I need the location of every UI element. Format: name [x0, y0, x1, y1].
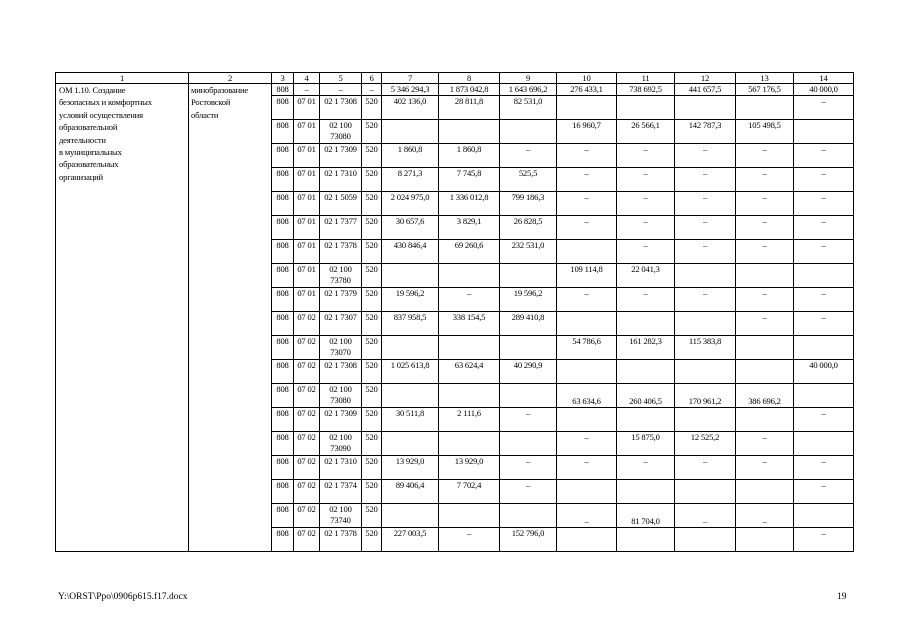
year-2022-cell: –: [617, 456, 675, 480]
year-2019-cell: [439, 432, 500, 456]
section-code-cell: 07 01: [294, 96, 320, 120]
year-2019-cell: [439, 264, 500, 288]
year-2025-cell: –: [794, 96, 854, 120]
year-2022-cell: –: [617, 144, 675, 168]
year-2023-cell: 142 787,3: [675, 120, 736, 144]
year-2021-cell: 109 114,8: [557, 264, 617, 288]
year-2020-cell: –: [500, 408, 557, 432]
expense-type-code-cell: 520: [362, 384, 382, 408]
total-amount-cell: 30 511,8: [382, 408, 439, 432]
total-amount-cell: 8 271,3: [382, 168, 439, 192]
year-2020-cell: 289 410,8: [500, 312, 557, 336]
year-2025-cell: –: [794, 528, 854, 552]
year-2023-cell: –: [675, 216, 736, 240]
target-item-code-cell: 02 100 73070: [320, 336, 362, 360]
year-2025-cell: –: [794, 456, 854, 480]
year-2019-cell: 13 929,0: [439, 456, 500, 480]
year-2020-cell: 232 531,0: [500, 240, 557, 264]
total-amount-cell: 430 846,4: [382, 240, 439, 264]
header-cell: 13: [736, 73, 794, 84]
year-2024-cell: –: [736, 240, 794, 264]
target-item-code-cell: 02 1 7307: [320, 312, 362, 336]
executor-cell: [189, 84, 272, 552]
year-2025-cell: [794, 120, 854, 144]
year-2023-cell: [675, 528, 736, 552]
year-2020-cell: [500, 336, 557, 360]
year-2024-cell: –: [736, 144, 794, 168]
header-row: [56, 73, 854, 84]
total-amount-cell: 19 596,2: [382, 288, 439, 312]
year-2020-cell: 799 186,3: [500, 192, 557, 216]
table-row: [56, 84, 854, 96]
year-2022-cell: –: [617, 192, 675, 216]
year-2019-cell: [439, 336, 500, 360]
section-code-cell: 07 02: [294, 360, 320, 384]
year-2019-cell: 7 702,4: [439, 480, 500, 504]
year-2021-cell: –: [557, 192, 617, 216]
grbs-code-cell: 808: [272, 432, 294, 456]
total-amount-cell: 402 136,0: [382, 96, 439, 120]
target-item-code-cell: 02 1 7310: [320, 456, 362, 480]
year-2025-cell: 40 000,0: [794, 360, 854, 384]
year-2020-cell: –: [500, 480, 557, 504]
section-code-cell: 07 02: [294, 408, 320, 432]
year-2025-cell: –: [794, 216, 854, 240]
year-2023-cell: [675, 408, 736, 432]
section-code-cell: 07 02: [294, 312, 320, 336]
year-2019-cell: [439, 384, 500, 408]
year-2025-cell: –: [794, 312, 854, 336]
year-2025-cell: 40 000,0: [794, 84, 854, 96]
expense-type-code-cell: 520: [362, 192, 382, 216]
target-item-code-cell: 02 1 7310: [320, 168, 362, 192]
year-2025-cell: [794, 336, 854, 360]
total-amount-cell: [382, 120, 439, 144]
grbs-code-cell: 808: [272, 96, 294, 120]
year-2025-cell: –: [794, 144, 854, 168]
expense-type-code-cell: 520: [362, 240, 382, 264]
target-item-code-cell: 02 100 73080: [320, 384, 362, 408]
target-item-code-cell: –: [320, 84, 362, 96]
year-2023-cell: –: [675, 288, 736, 312]
year-2021-cell: 54 786,6: [557, 336, 617, 360]
year-2019-cell: 338 154,5: [439, 312, 500, 336]
year-2024-cell: 567 176,5: [736, 84, 794, 96]
year-2020-cell: 82 531,0: [500, 96, 557, 120]
section-code-cell: –: [294, 84, 320, 96]
header-cell: 5: [320, 73, 362, 84]
target-item-code-cell: 02 100 73090: [320, 432, 362, 456]
expense-type-code-cell: 520: [362, 168, 382, 192]
year-2024-cell: [736, 480, 794, 504]
year-2022-cell: 161 282,3: [617, 336, 675, 360]
year-2023-cell: 12 525,2: [675, 432, 736, 456]
page-number: 19: [837, 592, 847, 602]
grbs-code-cell: 808: [272, 528, 294, 552]
year-2025-cell: –: [794, 288, 854, 312]
year-2023-cell: –: [675, 192, 736, 216]
year-2023-cell: –: [675, 240, 736, 264]
year-2022-cell: –: [617, 168, 675, 192]
year-2024-cell: [736, 528, 794, 552]
year-2019-cell: 28 811,8: [439, 96, 500, 120]
year-2022-cell: [617, 528, 675, 552]
year-2023-cell: –: [675, 456, 736, 480]
header-cell: 4: [294, 73, 320, 84]
expense-type-code-cell: 520: [362, 264, 382, 288]
measure-name-line: ОМ 1.10. Создание: [59, 85, 126, 95]
expense-type-code-cell: 520: [362, 144, 382, 168]
section-code-cell: 07 02: [294, 504, 320, 528]
year-2022-cell: [617, 360, 675, 384]
year-2024-cell: –: [736, 432, 794, 456]
section-code-cell: 07 02: [294, 528, 320, 552]
target-item-code-cell: 02 1 7308: [320, 96, 362, 120]
section-code-cell: 07 01: [294, 240, 320, 264]
section-code-cell: 07 02: [294, 384, 320, 408]
year-2021-cell: [557, 240, 617, 264]
year-2021-cell: [557, 480, 617, 504]
year-2020-cell: [500, 264, 557, 288]
year-2023-cell: –: [675, 144, 736, 168]
expense-type-code-cell: 520: [362, 528, 382, 552]
year-2021-cell: –: [557, 456, 617, 480]
year-2024-cell: 386 696,2: [736, 384, 794, 408]
year-2021-cell: [557, 312, 617, 336]
year-2019-cell: 69 260,6: [439, 240, 500, 264]
section-code-cell: 07 01: [294, 288, 320, 312]
grbs-code-cell: 808: [272, 240, 294, 264]
year-2022-cell: 22 041,3: [617, 264, 675, 288]
section-code-cell: 07 01: [294, 192, 320, 216]
year-2024-cell: [736, 336, 794, 360]
header-cell: 9: [500, 73, 557, 84]
grbs-code-cell: 808: [272, 456, 294, 480]
expense-type-code-cell: 520: [362, 456, 382, 480]
total-amount-cell: 30 657,6: [382, 216, 439, 240]
section-code-cell: 07 01: [294, 168, 320, 192]
measure-name-cell: [56, 84, 189, 552]
year-2022-cell: 260 406,5: [617, 384, 675, 408]
year-2025-cell: [794, 432, 854, 456]
target-item-code-cell: 02 1 7378: [320, 240, 362, 264]
year-2020-cell: 1 643 696,2: [500, 84, 557, 96]
grbs-code-cell: 808: [272, 168, 294, 192]
year-2020-cell: [500, 384, 557, 408]
expense-type-code-cell: 520: [362, 504, 382, 528]
year-2021-cell: –: [557, 504, 617, 528]
grbs-code-cell: 808: [272, 408, 294, 432]
expense-type-code-cell: 520: [362, 216, 382, 240]
expense-type-code-cell: 520: [362, 360, 382, 384]
section-code-cell: 07 01: [294, 216, 320, 240]
header-cell: 12: [675, 73, 736, 84]
header-cell: 10: [557, 73, 617, 84]
measure-name-line: условий осуществления: [59, 109, 143, 120]
year-2020-cell: 40 290,9: [500, 360, 557, 384]
year-2019-cell: [439, 504, 500, 528]
grbs-code-cell: 808: [272, 120, 294, 144]
header-cell: 7: [382, 73, 439, 84]
header-cell: 6: [362, 73, 382, 84]
year-2019-cell: 1 336 012,8: [439, 192, 500, 216]
section-code-cell: 07 02: [294, 480, 320, 504]
target-item-code-cell: 02 1 7379: [320, 288, 362, 312]
year-2019-cell: –: [439, 528, 500, 552]
section-code-cell: 07 01: [294, 264, 320, 288]
grbs-code-cell: 808: [272, 216, 294, 240]
table-body: [56, 73, 854, 552]
year-2021-cell: [557, 96, 617, 120]
year-2023-cell: [675, 360, 736, 384]
grbs-code-cell: 808: [272, 384, 294, 408]
year-2024-cell: [736, 408, 794, 432]
section-code-cell: 07 02: [294, 456, 320, 480]
year-2021-cell: –: [557, 288, 617, 312]
year-2019-cell: 63 624,4: [439, 360, 500, 384]
year-2020-cell: [500, 120, 557, 144]
year-2021-cell: [557, 528, 617, 552]
year-2021-cell: 276 433,1: [557, 84, 617, 96]
year-2024-cell: –: [736, 192, 794, 216]
total-amount-cell: [382, 336, 439, 360]
grbs-code-cell: 808: [272, 312, 294, 336]
expense-type-code-cell: 520: [362, 288, 382, 312]
year-2021-cell: –: [557, 168, 617, 192]
year-2022-cell: 81 704,0: [617, 504, 675, 528]
header-cell: 8: [439, 73, 500, 84]
budget-table: [55, 72, 854, 552]
header-cell: 3: [272, 73, 294, 84]
total-amount-cell: [382, 432, 439, 456]
total-amount-cell: 837 958,5: [382, 312, 439, 336]
total-amount-cell: 13 929,0: [382, 456, 439, 480]
year-2025-cell: [794, 504, 854, 528]
year-2020-cell: [500, 504, 557, 528]
year-2020-cell: [500, 432, 557, 456]
year-2024-cell: –: [736, 504, 794, 528]
year-2019-cell: [439, 120, 500, 144]
year-2022-cell: [617, 480, 675, 504]
year-2024-cell: 105 498,5: [736, 120, 794, 144]
year-2020-cell: 19 596,2: [500, 288, 557, 312]
year-2024-cell: –: [736, 288, 794, 312]
grbs-code-cell: 808: [272, 504, 294, 528]
year-2023-cell: 170 961,2: [675, 384, 736, 408]
year-2021-cell: 63 634,6: [557, 384, 617, 408]
year-2021-cell: –: [557, 216, 617, 240]
year-2023-cell: [675, 96, 736, 120]
year-2022-cell: [617, 312, 675, 336]
total-amount-cell: 89 406,4: [382, 480, 439, 504]
total-amount-cell: [382, 504, 439, 528]
target-item-code-cell: 02 100 73740: [320, 504, 362, 528]
section-code-cell: 07 01: [294, 144, 320, 168]
year-2022-cell: 15 875,0: [617, 432, 675, 456]
year-2025-cell: –: [794, 408, 854, 432]
year-2022-cell: –: [617, 240, 675, 264]
year-2025-cell: –: [794, 192, 854, 216]
year-2023-cell: –: [675, 504, 736, 528]
expense-type-code-cell: 520: [362, 408, 382, 432]
measure-name-line: в муниципальных: [59, 147, 122, 158]
executor-line: области: [191, 109, 219, 120]
year-2024-cell: –: [736, 168, 794, 192]
footer-file-path: Y:\ORST\Ppo\0906p615.f17.docx: [58, 592, 188, 602]
header-cell: 14: [794, 73, 854, 84]
year-2021-cell: –: [557, 144, 617, 168]
year-2021-cell: [557, 408, 617, 432]
year-2020-cell: 525,5: [500, 168, 557, 192]
expense-type-code-cell: 520: [362, 336, 382, 360]
year-2024-cell: –: [736, 216, 794, 240]
target-item-code-cell: 02 1 7309: [320, 408, 362, 432]
year-2020-cell: 26 828,5: [500, 216, 557, 240]
year-2021-cell: –: [557, 432, 617, 456]
grbs-code-cell: 808: [272, 480, 294, 504]
total-amount-cell: 227 003,5: [382, 528, 439, 552]
total-amount-cell: 5 346 294,3: [382, 84, 439, 96]
year-2022-cell: –: [617, 288, 675, 312]
executor-line: минобразование: [191, 85, 249, 95]
year-2023-cell: 115 383,8: [675, 336, 736, 360]
year-2024-cell: [736, 264, 794, 288]
target-item-code-cell: 02 100 73780: [320, 264, 362, 288]
total-amount-cell: 2 024 975,0: [382, 192, 439, 216]
expense-type-code-cell: 520: [362, 312, 382, 336]
header-cell: 1: [56, 73, 189, 84]
year-2021-cell: 16 960,7: [557, 120, 617, 144]
expense-type-code-cell: 520: [362, 480, 382, 504]
year-2020-cell: –: [500, 456, 557, 480]
expense-type-code-cell: –: [362, 84, 382, 96]
total-amount-cell: [382, 264, 439, 288]
executor-line: Ростовской: [191, 97, 231, 108]
grbs-code-cell: 808: [272, 144, 294, 168]
target-item-code-cell: 02 1 7377: [320, 216, 362, 240]
measure-name-line: безопасных и комфортных: [59, 97, 152, 108]
grbs-code-cell: 808: [272, 192, 294, 216]
header-cell: 2: [189, 73, 272, 84]
year-2025-cell: –: [794, 240, 854, 264]
section-code-cell: 07 02: [294, 336, 320, 360]
target-item-code-cell: 02 100 73080: [320, 120, 362, 144]
year-2022-cell: [617, 408, 675, 432]
header-cell: 11: [617, 73, 675, 84]
year-2023-cell: [675, 480, 736, 504]
measure-name-line: организаций: [59, 171, 103, 182]
measure-name-line: образовательных: [59, 159, 119, 170]
total-amount-cell: 1 025 613,8: [382, 360, 439, 384]
year-2020-cell: –: [500, 144, 557, 168]
year-2025-cell: [794, 264, 854, 288]
expense-type-code-cell: 520: [362, 96, 382, 120]
year-2023-cell: [675, 312, 736, 336]
year-2022-cell: 26 566,1: [617, 120, 675, 144]
section-code-cell: 07 02: [294, 432, 320, 456]
target-item-code-cell: 02 1 7374: [320, 480, 362, 504]
grbs-code-cell: 808: [272, 288, 294, 312]
year-2023-cell: –: [675, 168, 736, 192]
year-2025-cell: –: [794, 168, 854, 192]
target-item-code-cell: 02 1 7378: [320, 528, 362, 552]
year-2019-cell: 2 111,6: [439, 408, 500, 432]
grbs-code-cell: 808: [272, 336, 294, 360]
measure-name-line: образовательной: [59, 122, 118, 133]
year-2025-cell: –: [794, 480, 854, 504]
grbs-code-cell: 808: [272, 84, 294, 96]
target-item-code-cell: 02 1 5059: [320, 192, 362, 216]
expense-type-code-cell: 520: [362, 432, 382, 456]
measure-name-line: деятельности: [59, 134, 106, 145]
year-2020-cell: 152 796,0: [500, 528, 557, 552]
year-2025-cell: [794, 384, 854, 408]
year-2023-cell: [675, 264, 736, 288]
year-2024-cell: –: [736, 312, 794, 336]
section-code-cell: 07 01: [294, 120, 320, 144]
year-2023-cell: 441 657,5: [675, 84, 736, 96]
year-2024-cell: [736, 360, 794, 384]
year-2022-cell: –: [617, 216, 675, 240]
year-2022-cell: [617, 96, 675, 120]
year-2021-cell: [557, 360, 617, 384]
total-amount-cell: 1 860,8: [382, 144, 439, 168]
total-amount-cell: [382, 384, 439, 408]
grbs-code-cell: 808: [272, 264, 294, 288]
target-item-code-cell: 02 1 7309: [320, 144, 362, 168]
year-2019-cell: 1 873 042,8: [439, 84, 500, 96]
grbs-code-cell: 808: [272, 360, 294, 384]
year-2022-cell: 738 692,5: [617, 84, 675, 96]
year-2024-cell: –: [736, 456, 794, 480]
year-2019-cell: 1 860,8: [439, 144, 500, 168]
expense-type-code-cell: 520: [362, 120, 382, 144]
year-2019-cell: –: [439, 288, 500, 312]
target-item-code-cell: 02 1 7308: [320, 360, 362, 384]
year-2019-cell: 7 745,8: [439, 168, 500, 192]
year-2024-cell: [736, 96, 794, 120]
year-2019-cell: 3 829,1: [439, 216, 500, 240]
